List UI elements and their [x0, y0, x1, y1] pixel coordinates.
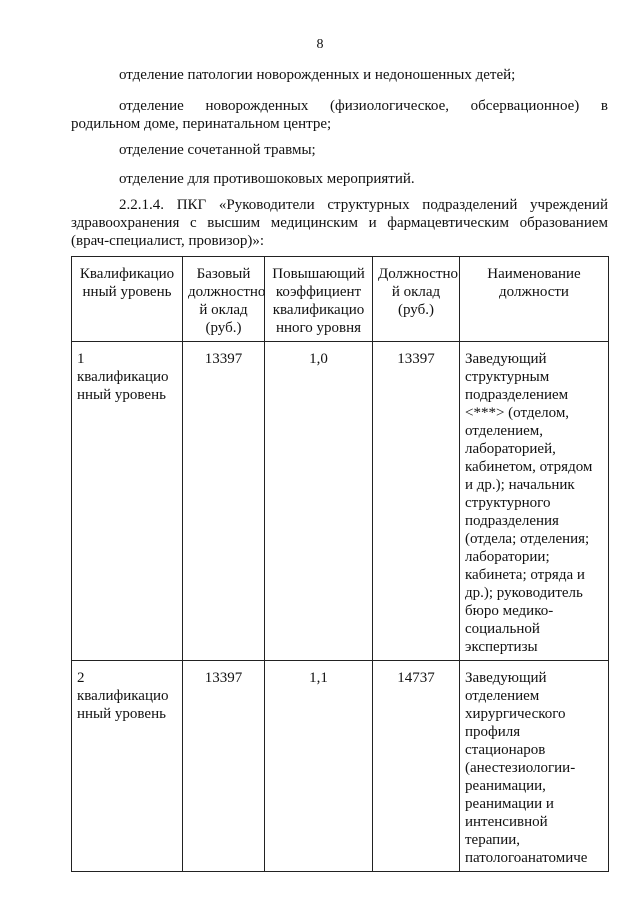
cell-base-salary: 13397 [183, 661, 265, 872]
page-number: 8 [316, 37, 324, 52]
cell-position: Заведующий отделением хирургического профиля стационаров (анестезиологии-реанимации, реанимации и интенсивной терапии, патологоанатомиче [460, 661, 609, 872]
header-qualification-level: Квалификацио нный уровень [72, 257, 183, 342]
header-base-salary: Базовый должностно й оклад (руб.) [183, 257, 265, 342]
cell-position: Заведующий структурным подразделением <***> (отделом, отделением, лабораторией, кабинетом, отрядом и др.); начальник структурного подразделения (отдела; отделения; лаборатории; кабинета; отряда и др.); руководитель бюро медико-социальной экспертизы [460, 342, 609, 661]
cell-coefficient: 1,1 [265, 661, 373, 872]
cell-base-salary: 13397 [183, 342, 265, 661]
cell-level: 2 квалификацио нный уровень [72, 661, 183, 872]
cell-coefficient: 1,0 [265, 342, 373, 661]
cell-level: 1 квалификацио нный уровень [72, 342, 183, 661]
header-position-name: Наименование должности [460, 257, 609, 342]
paragraph-1: отделение патологии новорожденных и недоношенных детей; [119, 67, 516, 83]
cell-salary: 14737 [373, 661, 460, 872]
table-header-row [72, 257, 609, 342]
paragraph-5-section-heading: 2.2.1.4. ПКГ «Руководители структурных подразделений учреждений здравоохранения с высшим медицинским и фармацевтическим образованием (врач-специалист, провизор)»: [71, 197, 608, 249]
paragraph-3: отделение сочетанной травмы; [119, 142, 316, 158]
header-coefficient: Повышающий коэффициент квалификацио нного уровня [265, 257, 373, 342]
paragraph-4: отделение для противошоковых мероприятий. [119, 171, 415, 187]
table-row [72, 342, 609, 661]
paragraph-2: отделение новорожденных (физиологическое, обсервационное) в родильном доме, перинатальном центре; [71, 98, 608, 132]
table-row [72, 661, 609, 872]
header-salary: Должностно й оклад (руб.) [373, 257, 460, 342]
cell-salary: 13397 [373, 342, 460, 661]
salary-table [71, 256, 609, 872]
